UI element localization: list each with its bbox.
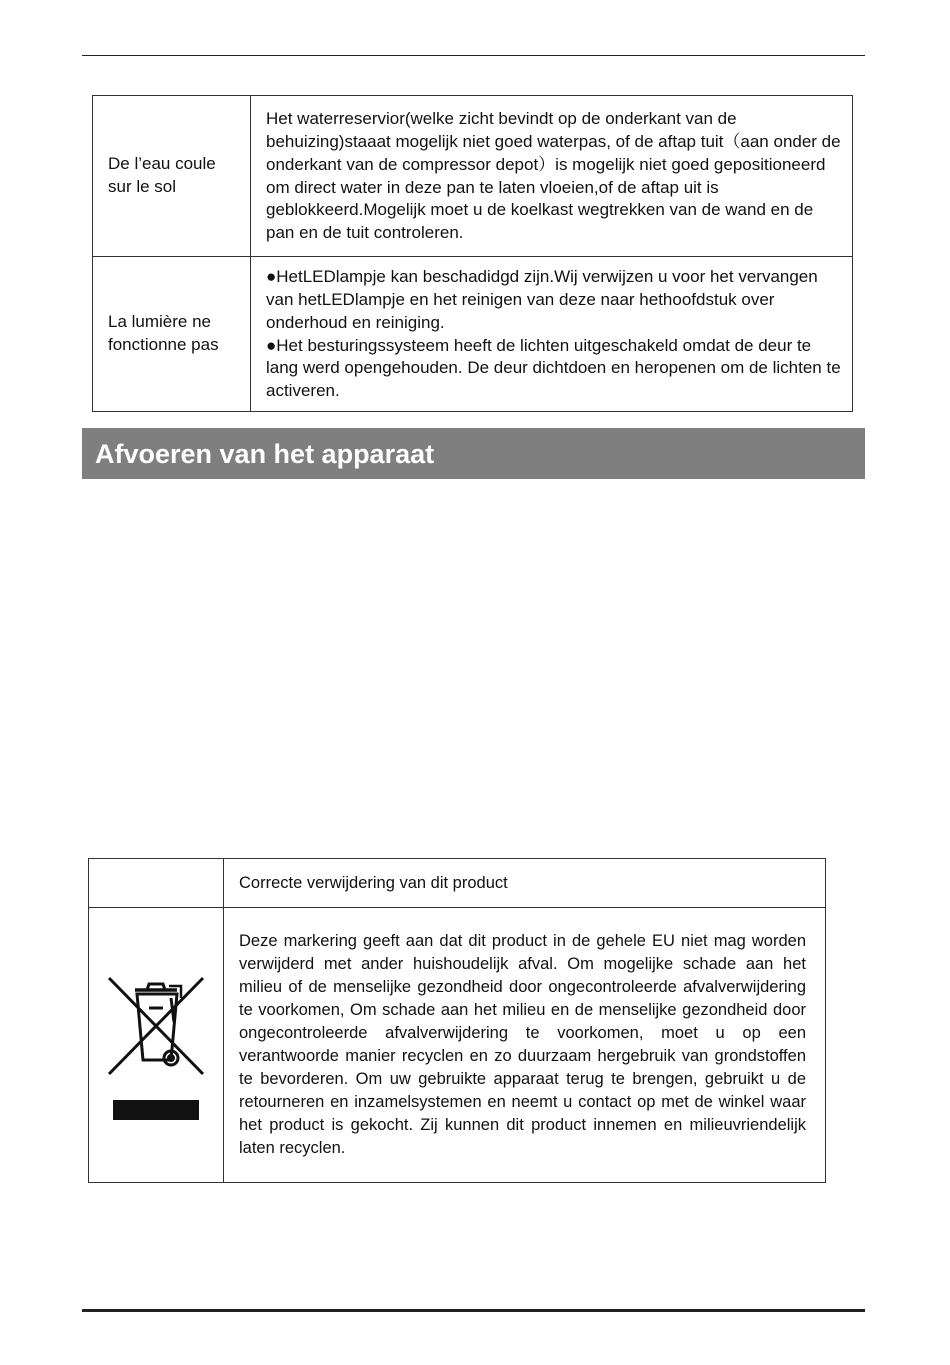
solution-text: Het waterreservior(welke zicht bevindt op de onderkant van de behuizing)staaat mogelijk niet goed waterpas, of de aftap tuit（aan onder de onderkant van de compressor depot）is mogelijk niet goed gepositioneerd om direct water in deze pan te laten vloeien,of de aftap uit is geblokkeerd.Mogelijk moet u de koelkast wegtrekken van de wand en de pan en de tuit controleren. xyxy=(266,109,841,243)
problem-cell xyxy=(93,257,251,412)
section-heading xyxy=(82,428,865,479)
solution-cell xyxy=(251,257,853,412)
table-row xyxy=(89,908,826,1183)
problem-label: De l’eau coule sur le sol xyxy=(108,154,216,196)
header-rule xyxy=(82,55,865,56)
disposal-body-cell xyxy=(224,908,826,1183)
empty-header-cell xyxy=(89,859,224,908)
icon-cell xyxy=(89,908,224,1183)
table-row xyxy=(93,257,853,412)
disposal-header-cell xyxy=(224,859,826,908)
table-row xyxy=(89,859,826,908)
disposal-body: Deze markering geeft aan dat dit product in de gehele EU niet mag worden verwijderd met ander huishoudelijk afval. Om mogelijke schade aan het milieu of de menselijke gezondheid door ongecontroleerde afvalverwijdering te voorkomen, Om schade aan het milieu en de menselijke gezondheid door ongecontroleerde afvalverwijdering te voorkomen, moet u op een verantwoorde manier recyclen en zo duurzaam hergebruik van grondstoffen te bevorderen. Om uw gebruikte apparaat terug te brengen, gebruikt u de retourneren en inzamelsystemen en neemt u contact op met de winkel waar het product is gekocht. Zij kunnen dit product innemen en milieuvriendelijk laten recyclen. xyxy=(239,932,806,1157)
solution-cell xyxy=(251,96,853,257)
troubleshooting-table xyxy=(92,95,853,412)
solution-text: ●HetLEDlampje kan beschadidgd zijn.Wij verwijzen u voor het vervangen van hetLEDlampje en het reinigen van deze naar hethoofdstuk over onderhoud en reiniging. xyxy=(266,267,818,332)
problem-label: La lumière ne fonctionne pas xyxy=(108,312,219,354)
section-title: Afvoeren van het apparaat xyxy=(95,439,435,469)
crossed-out-wheelie-bin-icon xyxy=(101,970,211,1082)
disposal-header: Correcte verwijdering van dit product xyxy=(239,873,508,892)
weee-black-bar xyxy=(113,1100,199,1120)
problem-cell xyxy=(93,96,251,257)
footer-rule xyxy=(82,1309,865,1312)
table-row xyxy=(93,96,853,257)
disposal-table xyxy=(88,858,826,1183)
solution-text: ●Het besturingssysteem heeft de lichten uitgeschakeld omdat de deur te lang werd opengehouden. De deur dichtdoen en heropenen om de lichten te activeren. xyxy=(266,335,841,401)
